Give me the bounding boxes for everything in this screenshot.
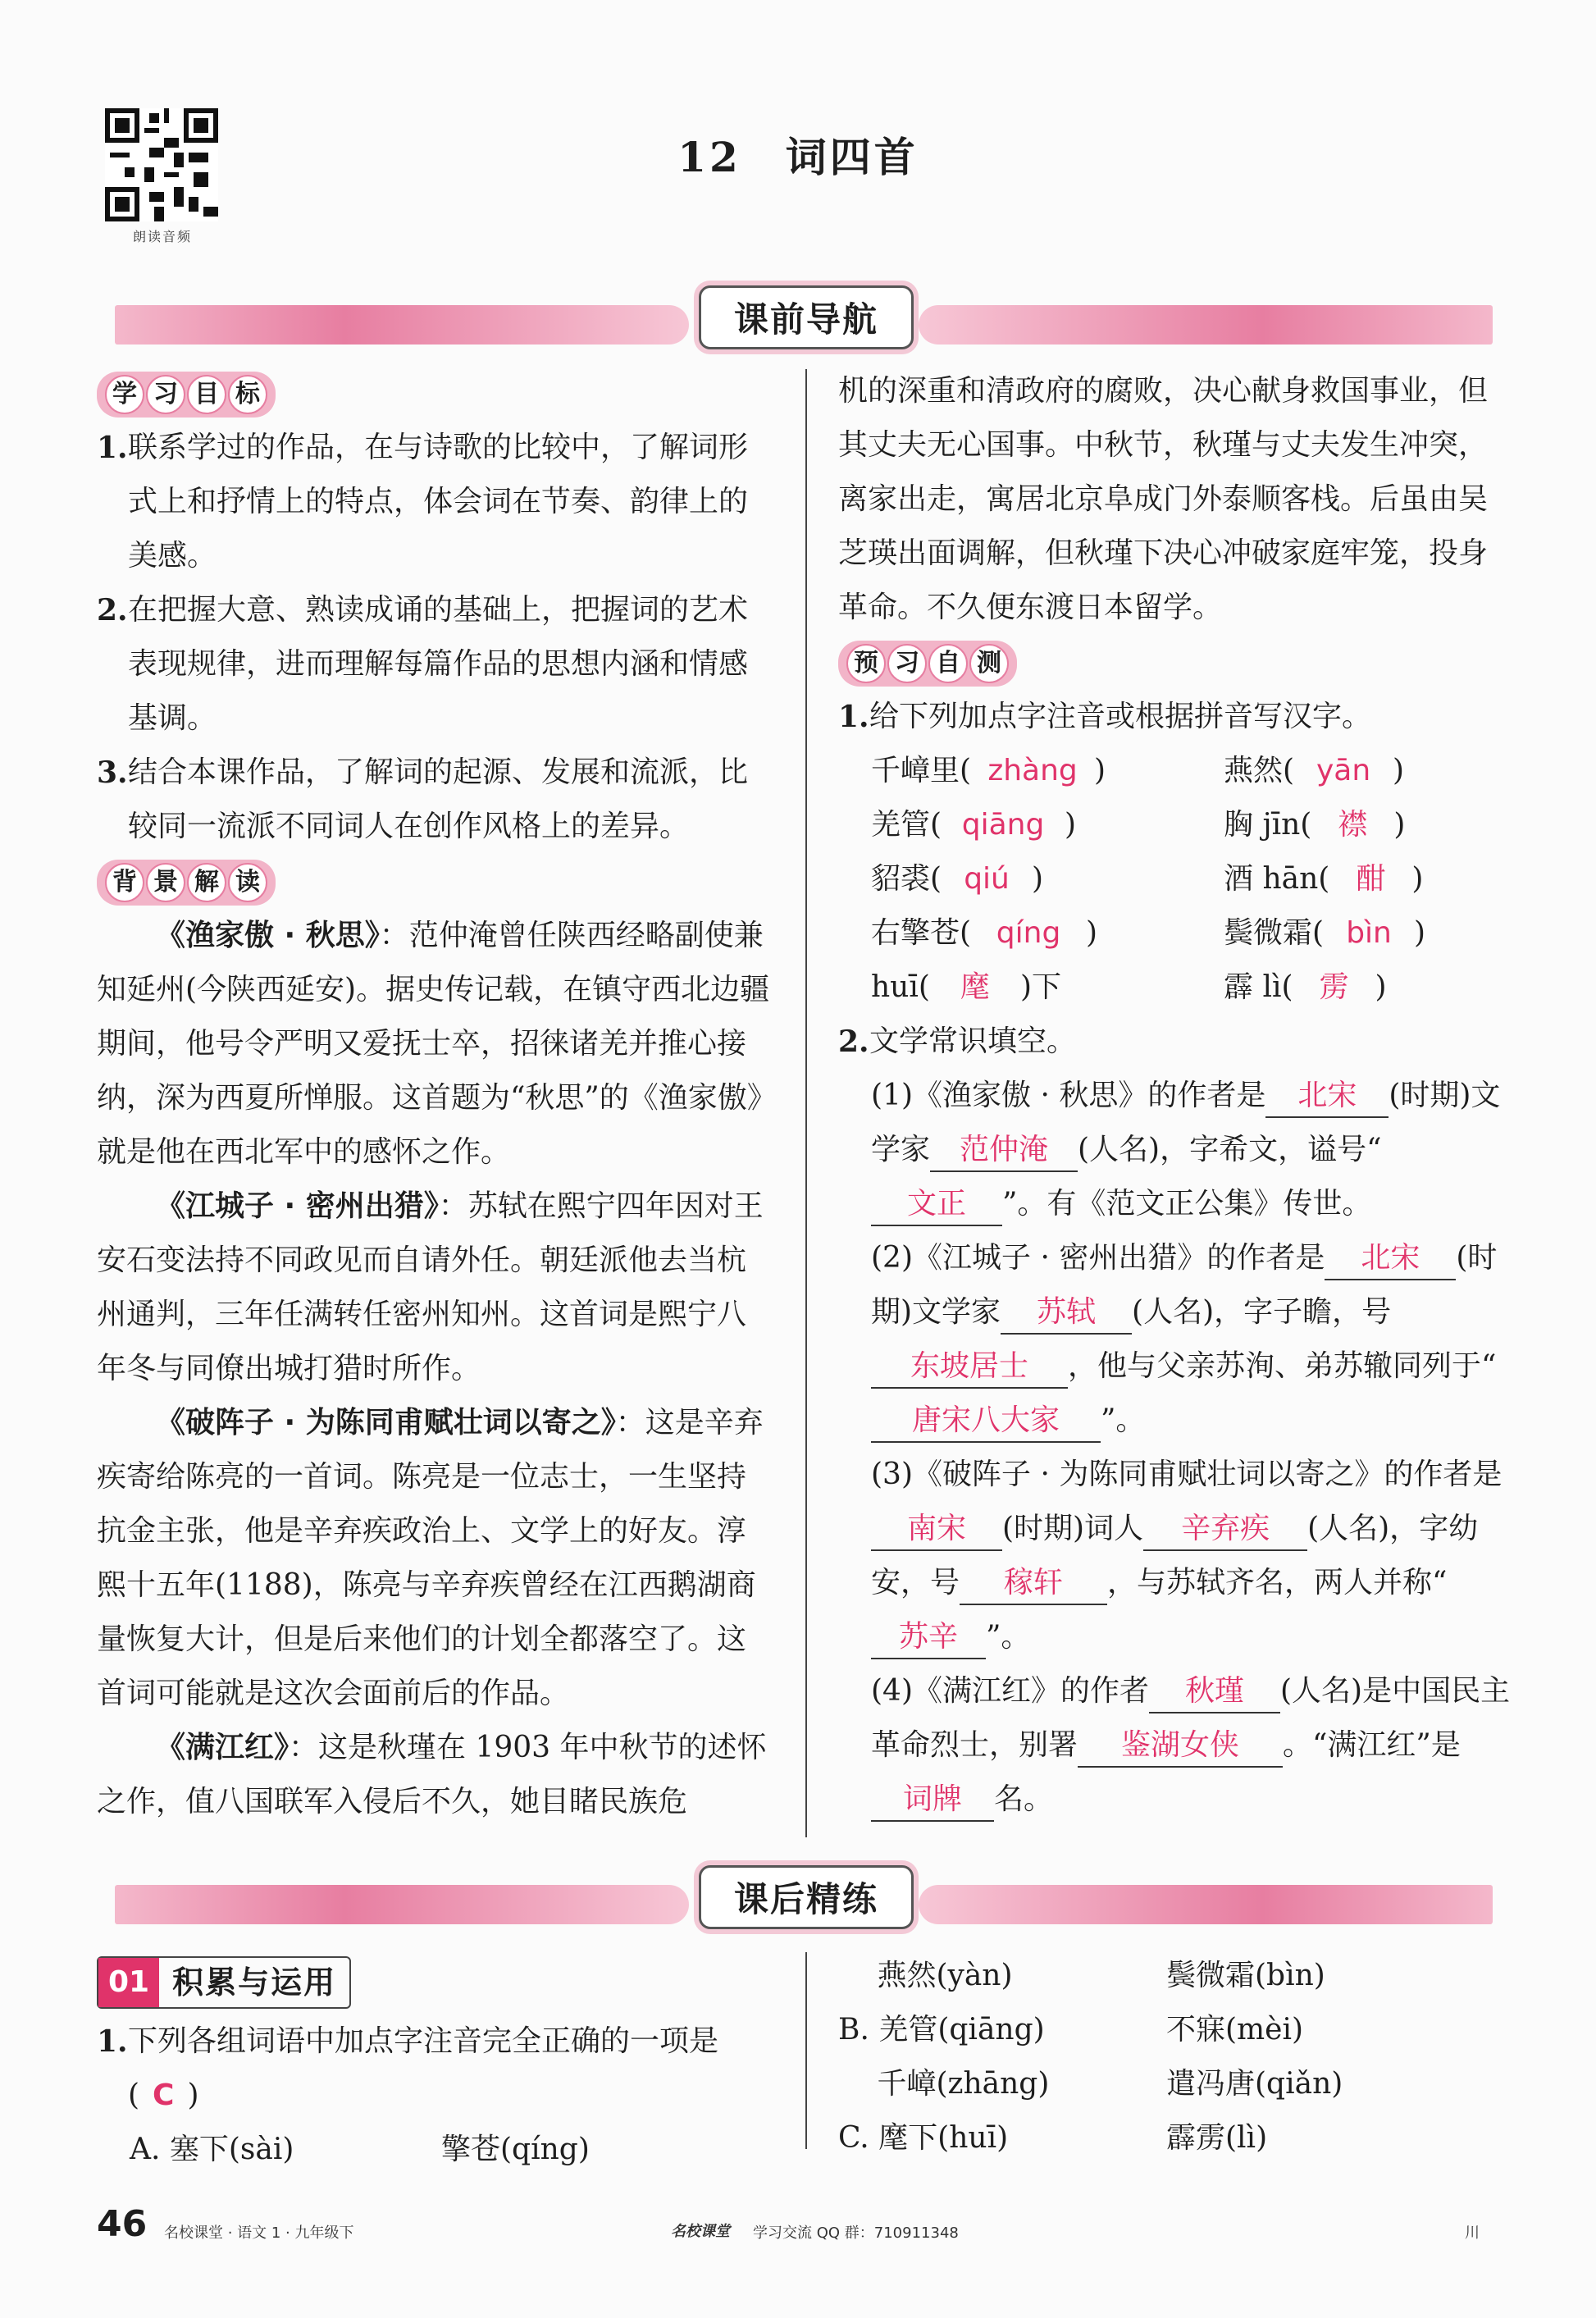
- option-row: A. 塞下(sài) 擎苍(qíng): [130, 2133, 590, 2166]
- literature-fill-in: [838, 1069, 1511, 1827]
- banner-afterclass: [98, 1852, 1509, 1934]
- pinyin-row: huī( 麾 )下 霹 lì( 雳 ): [871, 970, 1387, 1004]
- tag-preview-test: 预 习 自 测: [838, 641, 1017, 687]
- pinyin-row: 貂裘( qiú ) 酒 hān( 酣 ): [871, 862, 1424, 896]
- brand-logo: 名校课堂: [671, 2223, 730, 2240]
- background-paragraph: 《满江红》：这是秋瑾在 1903 年中秋节的述怀之作，值八国联军入侵后不久，她目睹民族危: [97, 1731, 767, 1818]
- fill-in-item: (3)《破阵子 · 为陈同甫赋壮词以寄之》的作者是南宋 (时期)词人 辛弃疾 (人名)，字幼安，号 稼轩 ，与苏轼齐名，两人并称“苏辛 ”。: [871, 1448, 1511, 1664]
- pinyin-row: 千嶂里( zhàng ) 燕然( yān ): [871, 754, 1405, 787]
- region-mark: 川: [1465, 2224, 1480, 2242]
- tag-background: 背 景 解 读: [97, 860, 276, 906]
- lesson-title: 12 词四首: [677, 133, 919, 181]
- banner-ribbon-left: [115, 305, 689, 345]
- page-number: 46: [97, 2203, 148, 2245]
- background-paragraph: 《江城子 · 密州出猎》：苏轼在熙宁四年因对王安石变法持不同政见而自请外任。朝廷派他去当杭州通判，三年任满转任密州知州。这首词是熙宁八年冬与同僚出城打猎时所作。: [97, 1189, 764, 1385]
- option-row: C. 麾下(huī) 霹雳(lì): [838, 2121, 1268, 2155]
- banner-ribbon-left: [115, 1885, 689, 1924]
- option-row: 燕然(yàn) 鬓微霜(bìn): [838, 1959, 1325, 1992]
- background-continuation: 机的深重和清政府的腐败，决心献身救国事业，但其丈夫无心国事。中秋节，秋瑾与丈夫发生冲突，离家出走，寓居北京阜成门外泰顺客栈。后虽由吴芝瑛出面调解，但秋瑾下决心冲破家庭牢笼，投身革命。不久便东渡日本留学。: [838, 374, 1489, 624]
- question-1: 1. 给下列加点字注音或根据拼音写汉字。: [838, 700, 1372, 734]
- question-2: 2. 文学常识填空。: [838, 1024, 1077, 1059]
- background-paragraph: 《渔家傲 · 秋思》：范仲淹曾任陕西经略副使兼知延州(今陕西延安)。据史传记载，在镇守西北边疆期间，他号令严明又爱抚士卒，招徕诸羌并推心接纳，深为西夏所惮服。这首题为“秋思”的《渔家傲》就是他在西北军中的感怀之作。: [97, 919, 770, 1169]
- goal-item: 1. 联系学过的作品，在与诗歌的比较中，了解词形式上和抒情上的特点，体会词在节奏、韵律上的美感。: [97, 431, 749, 573]
- exercise-right: [838, 1949, 1511, 2165]
- page-footer: [97, 2203, 1507, 2252]
- pinyin-row: 右擎苍( qíng ) 鬓微霜( bìn ): [871, 916, 1426, 950]
- option-row: 千嶂(zhāng) 遣冯唐(qiǎn): [838, 2067, 1343, 2101]
- goal-item: 2. 在把握大意、熟读成诵的基础上，把握词的艺术表现规律，进而理解每篇作品的思想内涵和情感基调。: [97, 593, 749, 735]
- book-info: 名校课堂 · 语文 1 · 九年级下: [164, 2224, 354, 2242]
- banner-ribbon-right: [919, 305, 1493, 345]
- column-divider: [805, 369, 807, 1837]
- section-header: 01 积累与运用: [97, 1956, 351, 2009]
- banner-preclass: [98, 272, 1509, 354]
- right-column: [838, 364, 1511, 1827]
- option-row: B. 羌管(qiāng) 不寐(mèi): [838, 2013, 1304, 2047]
- goal-item: 3. 结合本课作品，了解词的起源、发展和流派，比较同一流派不同词人在创作风格上的差异。: [97, 755, 749, 843]
- exercise-left: [97, 1955, 771, 2177]
- tag-learning-goals: 学 习 目 标: [97, 372, 276, 418]
- banner-title: 课后精练: [699, 1865, 914, 1929]
- qr-caption: 朗读音频: [132, 229, 192, 244]
- fill-in-item: (4)《满江红》的作者 秋瑾 (人名)是中国民主革命烈士，别署 鉴湖女侠 。“满江红”是词牌 名。: [871, 1664, 1511, 1827]
- column-divider: [805, 1952, 807, 2149]
- fill-in-item: (2)《江城子 · 密州出猎》的作者是 北宋 (时期)文学家 苏轼 (人名)，字子瞻，号东坡居士 ，他与父亲苏洵、弟苏辙同列于“唐宋八大家 ”。: [871, 1231, 1511, 1448]
- left-column: [97, 366, 771, 1829]
- qq-group: 学习交流 QQ 群：710911348: [753, 2224, 959, 2242]
- banner-title: 课前导航: [699, 285, 914, 349]
- pinyin-row: 羌管( qiāng ) 胸 jīn( 襟 ): [871, 808, 1406, 842]
- banner-ribbon-right: [919, 1885, 1493, 1924]
- exercise-question: 1. 下列各组词语中加点字注音完全正确的一项是( C ): [97, 2024, 719, 2112]
- pinyin-grid: [838, 744, 1511, 1015]
- background-paragraph: 《破阵子 · 为陈同甫赋壮词以寄之》：这是辛弃疾寄给陈亮的一首词。陈亮是一位志士，一生坚持抗金主张，他是辛弃疾政治上、文学上的好友。淳熙十五年(1188)，陈亮与辛弃疾曾经在江西鹅湖商量恢复大计，但是后来他们的计划全都落空了。这首词可能就是这次会面前后的作品。: [97, 1406, 764, 1710]
- fill-in-item: (1)《渔家傲 · 秋思》的作者是 北宋 (时期)文学家 范仲淹 (人名)，字希文，谥号“文正 ”。有《范文正公集》传世。: [871, 1069, 1511, 1231]
